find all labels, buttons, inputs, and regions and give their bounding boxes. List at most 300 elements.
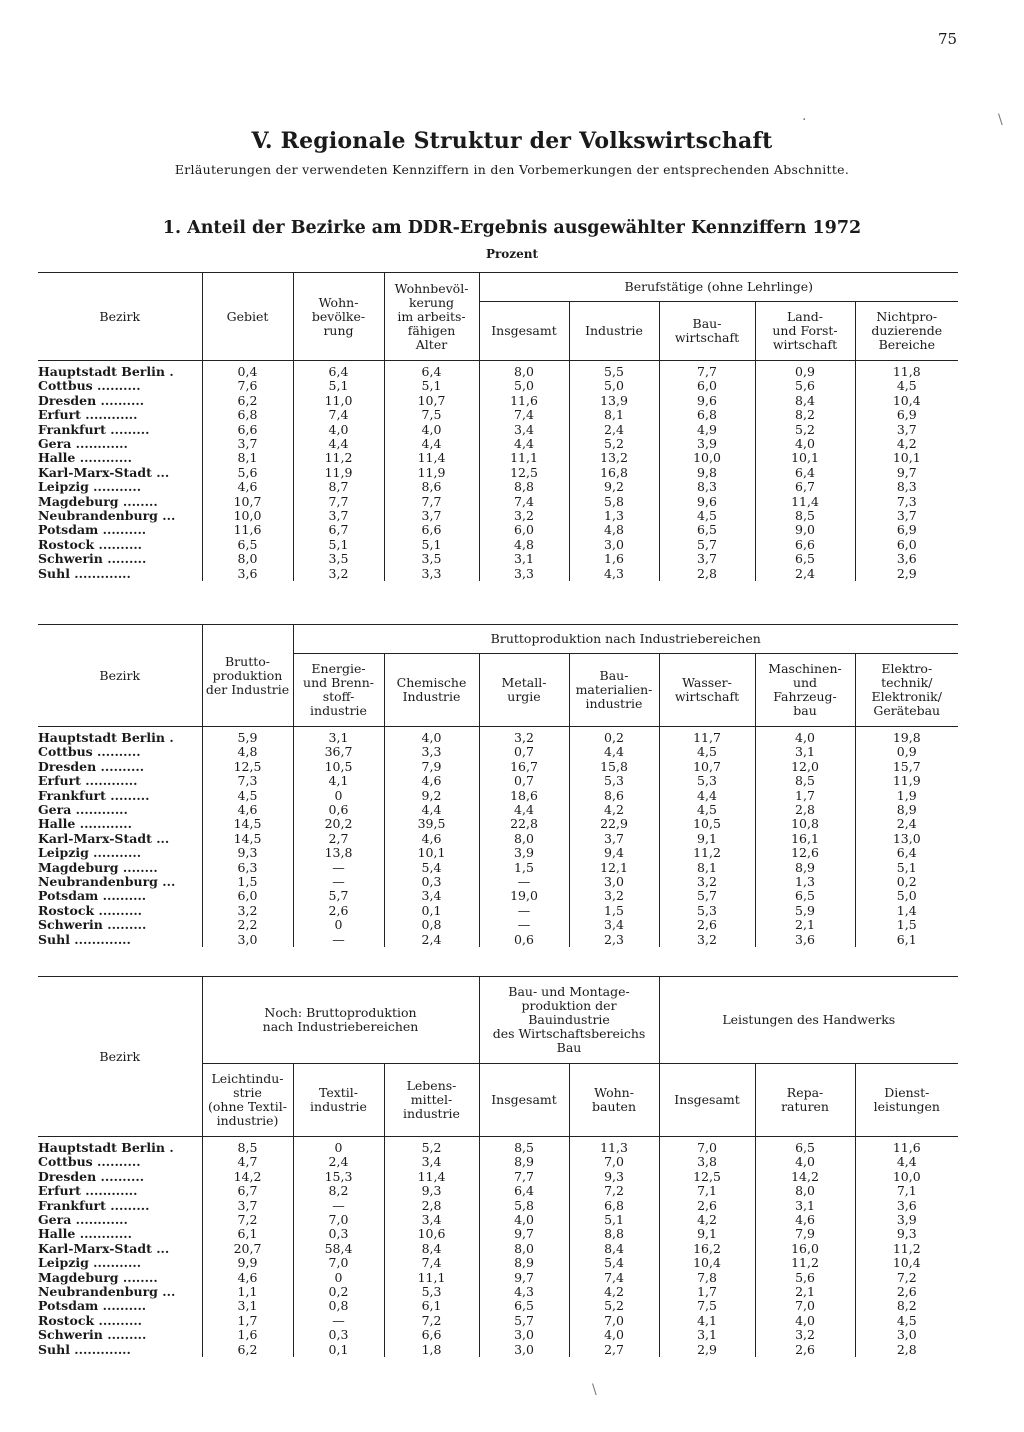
table-body [38,361,958,582]
table-row [38,451,958,465]
table-cell: 11,1 [479,451,569,465]
header-reparaturen: Repa- raturen [755,1064,855,1137]
table-cell: 2,8 [755,803,855,817]
table-cell: 4,0 [384,727,479,746]
table-cell: 9,2 [384,789,479,803]
table-cell: 11,0 [293,394,384,408]
table-cell: 1,1 [202,1285,293,1299]
district-name: Frankfurt ......... [38,1197,150,1213]
district-name: Suhl ............. [38,1341,131,1357]
table-cell: 5,9 [755,904,855,918]
table-cell: 2,4 [569,423,659,437]
table-cell: 8,9 [479,1155,569,1169]
table-cell: 7,2 [384,1314,479,1328]
table-cell: 1,7 [659,1285,755,1299]
header-bezirk: Bezirk [38,273,202,361]
table-cell: 7,4 [293,408,384,422]
table-cell: 7,0 [569,1314,659,1328]
table-cell: 4,6 [202,480,293,494]
table-cell: 3,7 [202,1199,293,1213]
table-cell: 11,8 [855,361,958,380]
table-cell: 16,1 [755,832,855,846]
table-cell: 11,2 [755,1256,855,1270]
table-row [38,817,958,831]
district-name: Frankfurt ......... [38,787,150,803]
table-cell: 7,3 [855,495,958,509]
table-cell: 6,5 [755,1137,855,1156]
table-cell: 3,2 [659,933,755,947]
table-cell: 7,0 [755,1299,855,1313]
table-cell: 6,8 [202,408,293,422]
district-name: Leipzig ........... [38,1255,142,1271]
table-cell: 5,0 [479,379,569,393]
table-cell: 3,5 [293,552,384,566]
table-cell: 2,8 [384,1199,479,1213]
table-cell: 3,7 [293,509,384,523]
district-name: Neubrandenburg ... [38,1284,176,1300]
district-name: Karl-Marx-Stadt ... [38,464,170,480]
table-row [38,509,958,523]
table-row [38,861,958,875]
table-cell: 6,8 [659,408,755,422]
table-cell: 16,7 [479,760,569,774]
table-cell: 4,0 [755,1314,855,1328]
district-name: Schwerin ......... [38,1327,147,1343]
header-baumaterialien: Bau- materialien- industrie [569,654,659,727]
table-cell: 3,7 [202,437,293,451]
table-cell: 1,5 [479,861,569,875]
table-row [38,567,958,581]
table-cell: 3,1 [293,727,384,746]
table-cell: 3,1 [755,1199,855,1213]
table-cell: 6,5 [755,552,855,566]
table-cell: 5,2 [569,1299,659,1313]
table-cell: 2,8 [659,567,755,581]
table-cell: 3,0 [202,933,293,947]
table-cell: 7,9 [384,760,479,774]
table-cell: 0,8 [293,1299,384,1313]
table-row [38,480,958,494]
district-name: Potsdam .......... [38,888,147,904]
table-cell: 3,6 [202,567,293,581]
table-cell: 4,5 [659,509,755,523]
table-row [38,875,958,889]
table-cell: 15,8 [569,760,659,774]
table-cell: 7,6 [202,379,293,393]
table-cell: 0,3 [293,1227,384,1241]
table-cell: 4,0 [755,437,855,451]
table-unit: Prozent [485,247,539,261]
table-cell: 3,2 [659,875,755,889]
table-cell: 7,3 [202,774,293,788]
district-name: Gera ............ [38,436,128,452]
district-name: Schwerin ......... [38,551,147,567]
table-cell: 9,8 [659,466,755,480]
table-cell: 5,4 [569,1256,659,1270]
table-cell: — [293,875,384,889]
district-name: Hauptstadt Berlin . [38,364,174,379]
table-cell: 1,6 [202,1328,293,1342]
header-textilindustrie: Textil- industrie [293,1064,384,1137]
table-cell: 10,1 [384,846,479,860]
table-cell: 4,4 [855,1155,958,1169]
table-cell: 7,0 [569,1155,659,1169]
table-cell: 3,1 [755,745,855,759]
table-cell: 7,0 [293,1213,384,1227]
table-cell: 7,9 [755,1227,855,1241]
table-cell: 10,7 [202,495,293,509]
table-cell: — [293,1314,384,1328]
table-cell: 3,9 [659,437,755,451]
table-cell: 6,4 [755,466,855,480]
header-nichtproduzierend: Nichtpro- duzierende Bereiche [855,302,958,361]
table-cell: 2,4 [855,817,958,831]
table-cell: 9,7 [479,1227,569,1241]
header-bruttoproduktion: Brutto- produktion der Industrie [202,625,293,727]
table-cell: 3,4 [384,1155,479,1169]
table-cell: 1,7 [755,789,855,803]
table-cell: 6,5 [659,523,755,537]
table-row [38,523,958,537]
table-cell: 0,3 [293,1328,384,1342]
table-cell: 22,8 [479,817,569,831]
table-cell: 8,9 [755,861,855,875]
district-name: Dresden .......... [38,392,145,408]
scan-speck: \ [998,112,1003,128]
table-cell: 4,6 [384,774,479,788]
table-cell: 4,3 [479,1285,569,1299]
table-cell: 1,6 [569,552,659,566]
table-cell: 9,0 [755,523,855,537]
table-cell: 2,6 [855,1285,958,1299]
table-cell: 0,2 [569,727,659,746]
table-cell: 0,1 [293,1343,384,1357]
table-cell: 3,2 [479,727,569,746]
table-cell: 3,1 [659,1328,755,1342]
table-cell: 7,1 [855,1184,958,1198]
table-cell: 8,0 [479,361,569,380]
table-cell: 6,1 [384,1299,479,1313]
table-cell: 11,6 [479,394,569,408]
table-row [38,1155,958,1169]
table-cell: 7,2 [569,1184,659,1198]
table-construction-craft [38,976,958,1357]
table-cell: 3,6 [855,552,958,566]
table-row [38,1256,958,1270]
table-cell: 1,4 [855,904,958,918]
table-cell: 4,8 [202,745,293,759]
table-cell: 9,9 [202,1256,293,1270]
table-cell: 11,6 [855,1137,958,1156]
table-cell: 3,3 [384,567,479,581]
header-energie: Energie- und Brenn- stoff- industrie [293,654,384,727]
header-industrie: Industrie [569,302,659,361]
header-bau-insgesamt: Insgesamt [479,1064,569,1137]
header-dienstleistungen: Dienst- leistungen [855,1064,958,1137]
table-row [38,552,958,566]
table-cell: 11,2 [855,1242,958,1256]
table-cell: 11,7 [659,727,755,746]
table-cell: 4,2 [659,1213,755,1227]
table-cell: 3,2 [202,904,293,918]
table-cell: 5,6 [755,379,855,393]
table-cell: 4,4 [569,745,659,759]
table-cell: 8,5 [755,774,855,788]
table-cell: 0,9 [755,361,855,380]
table-cell: 3,7 [384,509,479,523]
table-cell: 6,3 [202,861,293,875]
page-number: 75 [938,30,958,48]
table-row [38,1299,958,1313]
table-cell: 4,2 [855,437,958,451]
table-cell: 8,0 [479,832,569,846]
table-row [38,1343,958,1357]
table-cell: 19,8 [855,727,958,746]
table-cell: 2,6 [755,1343,855,1357]
table-cell: 0,7 [479,745,569,759]
table-cell: 4,4 [659,789,755,803]
table-cell: 10,1 [855,451,958,465]
table-cell: 4,1 [293,774,384,788]
table-cell: 3,2 [755,1328,855,1342]
table-cell: 6,9 [855,408,958,422]
table-cell: 3,0 [569,875,659,889]
table-cell: 6,0 [202,889,293,903]
table-row [38,803,958,817]
table-row [38,1314,958,1328]
district-name: Dresden .......... [38,1168,145,1184]
table-cell: 4,5 [202,789,293,803]
table-cell: 3,0 [569,538,659,552]
table-cell: 15,7 [855,760,958,774]
table-cell: 4,4 [479,437,569,451]
table-cell: 0 [293,918,384,932]
table-cell: 20,7 [202,1242,293,1256]
table-cell: 2,2 [202,918,293,932]
table-cell: 8,0 [755,1184,855,1198]
table-cell: 2,8 [855,1343,958,1357]
table-row [38,760,958,774]
table-cell: 2,1 [755,1285,855,1299]
table-cell: 7,7 [479,1170,569,1184]
table-cell: 13,9 [569,394,659,408]
table-industry-output [38,624,958,947]
district-name: Schwerin ......... [38,917,147,933]
table-cell: 4,6 [202,1271,293,1285]
district-name: Leipzig ........... [38,845,142,861]
table-cell: 8,4 [569,1242,659,1256]
table-cell: 7,4 [569,1271,659,1285]
table-cell: 6,5 [755,889,855,903]
table-cell: 0,6 [293,803,384,817]
table-cell: 4,6 [755,1213,855,1227]
table-cell: 5,2 [384,1137,479,1156]
table-cell: 3,0 [855,1328,958,1342]
table-cell: 4,7 [202,1155,293,1169]
table-cell: 5,7 [479,1314,569,1328]
header-bezirk: Bezirk [38,625,202,727]
district-name: Karl-Marx-Stadt ... [38,830,170,846]
table-cell: 8,9 [855,803,958,817]
table-cell: 6,4 [855,846,958,860]
table-row [38,1328,958,1342]
district-name: Gera ............ [38,802,128,818]
table-cell: 7,5 [659,1299,755,1313]
district-name: Hauptstadt Berlin . [38,730,174,745]
table-row [38,1184,958,1198]
table-cell: 9,1 [659,1227,755,1241]
table-cell: 0,1 [384,904,479,918]
district-name: Erfurt ............ [38,773,138,789]
table-cell: 9,4 [569,846,659,860]
header-wohnbevoelkerung: Wohn- bevölke- rung [293,273,384,361]
table-cell: 6,8 [569,1199,659,1213]
table-cell: 5,1 [293,379,384,393]
table-cell: 14,2 [755,1170,855,1184]
table-cell: 2,4 [755,567,855,581]
district-name: Karl-Marx-Stadt ... [38,1240,170,1256]
table-cell: 10,4 [855,1256,958,1270]
table-cell: 7,2 [202,1213,293,1227]
table-cell: 12,5 [659,1170,755,1184]
table-cell: 9,6 [659,394,755,408]
table-row [38,1170,958,1184]
table-row [38,1271,958,1285]
table-cell: 5,6 [202,466,293,480]
table-row [38,933,958,947]
table-cell: 0,2 [293,1285,384,1299]
table-cell: 6,0 [855,538,958,552]
table-cell: 13,8 [293,846,384,860]
table-cell: 4,0 [479,1213,569,1227]
table-cell: 4,0 [384,423,479,437]
table-cell: 8,8 [569,1227,659,1241]
table-cell: 4,6 [202,803,293,817]
header-insgesamt: Insgesamt [479,302,569,361]
table-row [38,832,958,846]
table-cell: 3,2 [293,567,384,581]
table-cell: 6,5 [202,538,293,552]
table-cell: 8,2 [855,1299,958,1313]
district-name: Magdeburg ........ [38,493,158,509]
table-row [38,361,958,380]
header-bezirk: Bezirk [38,977,202,1137]
table-row [38,495,958,509]
table-cell: 4,6 [384,832,479,846]
table-cell: 6,4 [384,361,479,380]
table-cell: — [479,904,569,918]
table-row [38,437,958,451]
table-cell: 9,7 [855,466,958,480]
table-cell: 6,0 [479,523,569,537]
header-wasserwirtschaft: Wasser- wirtschaft [659,654,755,727]
table-cell: 3,9 [479,846,569,860]
table-cell: 1,5 [569,904,659,918]
table-cell: 8,8 [479,480,569,494]
district-name: Cottbus .......... [38,744,141,760]
table-cell: 9,3 [384,1184,479,1198]
table-row [38,423,958,437]
district-name: Neubrandenburg ... [38,874,176,890]
table-cell: 1,3 [569,509,659,523]
table-cell: 20,2 [293,817,384,831]
table-cell: 14,5 [202,817,293,831]
table-cell: 8,4 [755,394,855,408]
table-cell: 10,0 [855,1170,958,1184]
table-cell: 7,7 [293,495,384,509]
header-group-handwerk: Leistungen des Handwerks [659,977,958,1064]
table-cell: 7,8 [659,1271,755,1285]
table-row [38,1199,958,1213]
table-cell: — [293,1199,384,1213]
table-cell: 0 [293,789,384,803]
table-cell: — [479,875,569,889]
table-cell: 5,2 [569,437,659,451]
table-cell: 3,8 [659,1155,755,1169]
table-cell: 5,9 [202,727,293,746]
table-cell: 5,8 [569,495,659,509]
header-handwerk-insgesamt: Insgesamt [659,1064,755,1137]
table-cell: 4,2 [569,1285,659,1299]
table-cell: 0,8 [384,918,479,932]
table-cell: 7,4 [384,1256,479,1270]
table-cell: 5,3 [659,774,755,788]
table-cell: 7,5 [384,408,479,422]
district-name: Magdeburg ........ [38,1269,158,1285]
table-cell: 6,6 [755,538,855,552]
table-cell: 3,7 [855,509,958,523]
table-cell: 18,6 [479,789,569,803]
table-row [38,1242,958,1256]
table-cell: 5,1 [569,1213,659,1227]
table-cell: 11,4 [384,1170,479,1184]
district-name: Erfurt ............ [38,1183,138,1199]
table-cell: 9,1 [659,832,755,846]
table-cell: 0,7 [479,774,569,788]
table-row [38,1285,958,1299]
table-cell: 4,5 [855,1314,958,1328]
district-name: Halle ............ [38,816,132,832]
table-cell: 8,1 [659,861,755,875]
table-cell: 1,9 [855,789,958,803]
table-cell: 5,0 [855,889,958,903]
header-group-bruttoproduktion: Bruttoproduktion nach Industriebereichen [293,625,958,654]
table-cell: 1,8 [384,1343,479,1357]
table-cell: 3,4 [569,918,659,932]
table-cell: — [293,861,384,875]
district-name: Rostock .......... [38,536,143,552]
table-cell: 10,4 [855,394,958,408]
table-row [38,408,958,422]
table-row [38,379,958,393]
table-cell: 4,4 [384,803,479,817]
table-cell: 3,3 [479,567,569,581]
table-cell: 0,4 [202,361,293,380]
table-cell: 10,5 [659,817,755,831]
table-cell: 12,0 [755,760,855,774]
district-name: Magdeburg ........ [38,859,158,875]
table-cell: 4,9 [659,423,755,437]
table-cell: 9,2 [569,480,659,494]
table-cell: 8,4 [384,1242,479,1256]
table-cell: 4,2 [569,803,659,817]
table-cell: 10,0 [202,509,293,523]
table-row [38,846,958,860]
district-name: Neubrandenburg ... [38,508,176,524]
table-cell: 3,0 [479,1343,569,1357]
table-cell: 4,0 [569,1328,659,1342]
table-cell: 3,7 [855,423,958,437]
